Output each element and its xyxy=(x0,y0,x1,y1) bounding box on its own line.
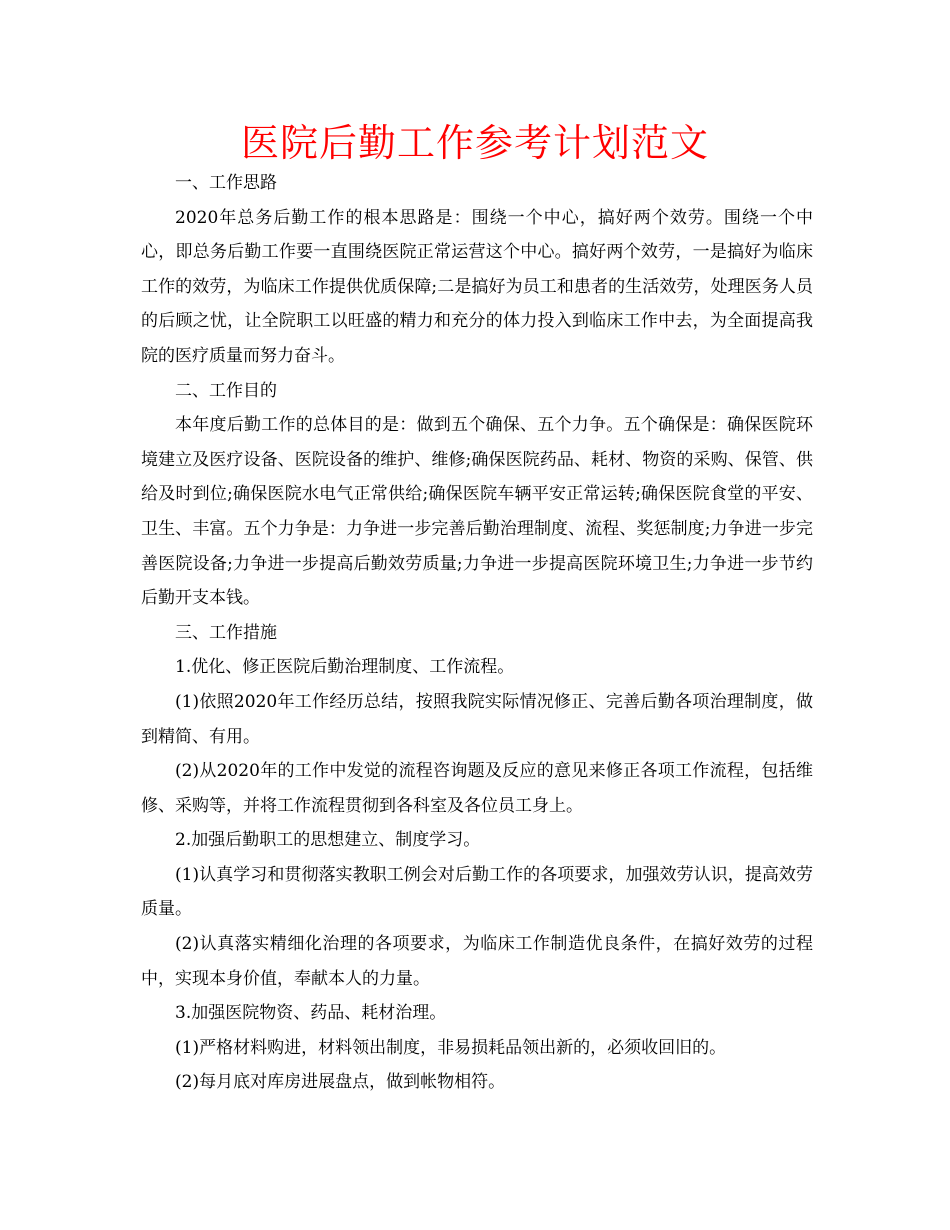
list-item-1: 1.优化、修正医院后勤治理制度、工作流程。 xyxy=(175,657,515,678)
document-body xyxy=(141,166,813,1100)
sub-item-1-2: (2)从2020年的工作中发觉的流程咨询题及反应的意见来修正各项工作流程，包括维修、采购等，并将工作流程贯彻到各科室及各位员工身上。 xyxy=(141,761,813,816)
sub-item-3-1: (1)严格材料购进，材料领出制度，非易损耗品领出新的，必须收回旧的。 xyxy=(175,1037,727,1058)
document-title: 医院后勤工作参考计划范文 xyxy=(240,121,709,165)
sub-item-2-1: (1)认真学习和贯彻落实教职工例会对后勤工作的各项要求，加强效劳认识，提高效劳质量。 xyxy=(141,864,813,920)
list-item-3: 3.加强医院物资、药品、耗材治理。 xyxy=(175,1003,447,1024)
paragraph-work-goals: 本年度后勤工作的总体目的是：做到五个确保、五个力争。五个确保是：确保医院环境建立及医疗设备、医院设备的维护、维修;确保医院药品、耗材、物资的采购、保管、供给及时到位;确保医院水电气正常供给;确保医院车辆平安正常运转;确保医院食堂的平安、卫生、丰富。五个力争是：力争进一步完善后勤治理制度、流程、奖惩制度;力争进一步完善医院设备;力争进一步提高后勤效劳质量;力争进一步提高医院环境卫生;力争进一步节约后勤开支本钱。 xyxy=(141,415,813,609)
sub-item-1-1: (1)依照2020年工作经历总结，按照我院实际情况修正、完善后勤各项治理制度，做到精简、有用。 xyxy=(141,691,813,747)
section-heading-2: 二、工作目的 xyxy=(175,380,277,401)
paragraph-work-ideas: 2020年总务后勤工作的根本思路是：围绕一个中心，搞好两个效劳。围绕一个中心，即总务后勤工作要一直围绕医院正常运营这个中心。搞好两个效劳，一是搞好为临床工作的效劳，为临床工作提供优质保障;二是搞好为员工和患者的生活效劳，处理医务人员的后顾之忧，让全院职工以旺盛的精力和充分的体力投入到临床工作中去，为全面提高我院的医疗质量而努力奋斗。 xyxy=(141,207,813,366)
sub-item-3-2: (2)每月底对库房进展盘点，做到帐物相符。 xyxy=(175,1072,506,1093)
list-item-2: 2.加强后勤职工的思想建立、制度学习。 xyxy=(175,830,481,851)
sub-item-2-2: (2)认真落实精细化治理的各项要求，为临床工作制造优良条件，在搞好效劳的过程中，实现本身价值，奉献本人的力量。 xyxy=(141,934,813,989)
section-heading-1: 一、工作思路 xyxy=(175,173,277,193)
section-heading-3: 三、工作措施 xyxy=(175,622,277,643)
